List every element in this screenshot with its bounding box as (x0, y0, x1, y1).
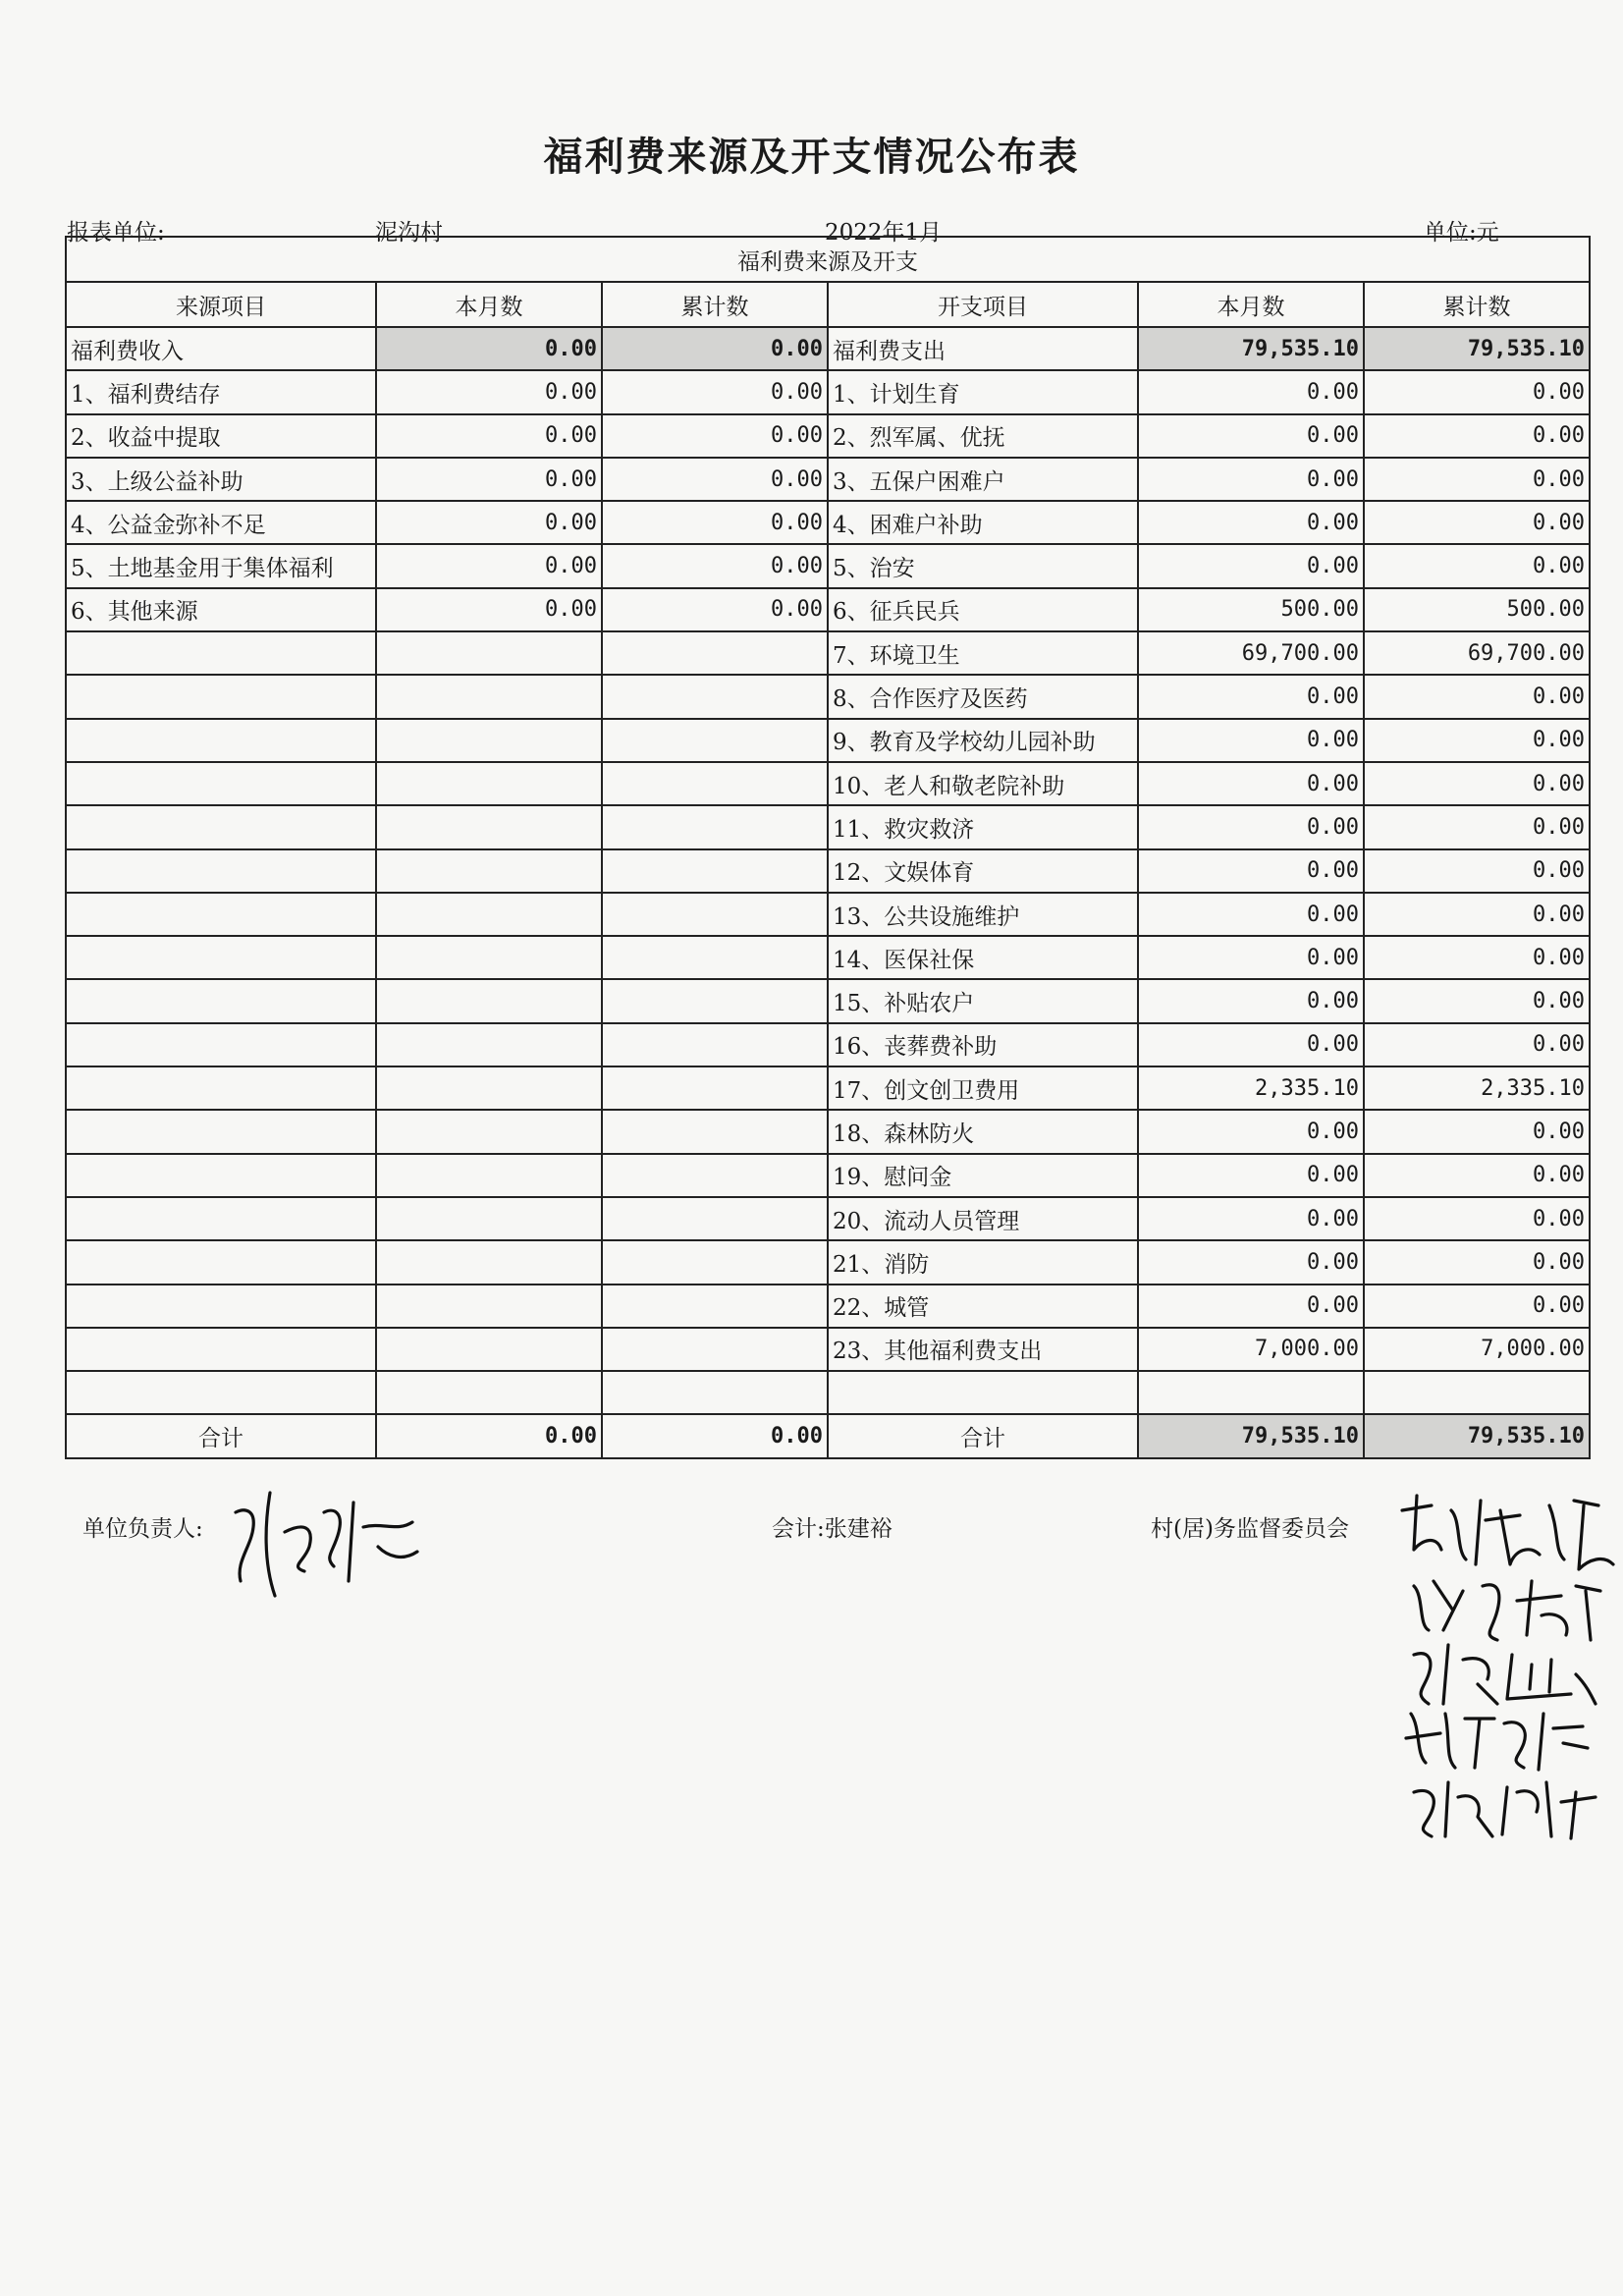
expense-month-cell: 7,000.00 (1138, 1328, 1364, 1371)
expense-cumulative-cell: 0.00 (1364, 849, 1590, 893)
expense-month-cell: 0.00 (1138, 370, 1364, 413)
source-month-cell: 0.00 (376, 544, 602, 587)
expense-item-cell: 8、合作医疗及医药 (828, 675, 1138, 718)
source-item-cell (66, 1285, 376, 1328)
expense-item-cell (828, 1371, 1138, 1414)
source-cumulative-cell (602, 936, 828, 979)
expense-cumulative-cell: 0.00 (1364, 414, 1590, 458)
expense-item-cell: 15、补贴农户 (828, 979, 1138, 1022)
table-row (66, 1023, 1590, 1066)
source-cumulative-cell: 0.00 (602, 501, 828, 544)
expense-month-cell: 0.00 (1138, 979, 1364, 1022)
welfare-report-table (65, 236, 1591, 1459)
table-row (66, 1066, 1590, 1110)
source-cumulative-cell: 0.00 (602, 544, 828, 587)
expense-cumulative-cell: 0.00 (1364, 805, 1590, 848)
source-item-cell: 1、福利费结存 (66, 370, 376, 413)
report-unit-label: 报表单位: (67, 220, 165, 246)
source-item-cell (66, 631, 376, 675)
expense-total-cumulative: 79,535.10 (1364, 1414, 1590, 1457)
source-item-cell (66, 1154, 376, 1197)
expense-item-cell: 19、慰问金 (828, 1154, 1138, 1197)
expense-month-cell: 79,535.10 (1138, 327, 1364, 370)
expense-cumulative-cell: 79,535.10 (1364, 327, 1590, 370)
expense-cumulative-cell: 0.00 (1364, 762, 1590, 805)
currency-unit: 单位:元 (1424, 220, 1499, 246)
table-header-row (66, 282, 1590, 327)
table-row (66, 1154, 1590, 1197)
table-row (66, 1371, 1590, 1414)
expense-cumulative-cell: 7,000.00 (1364, 1328, 1590, 1371)
source-item-cell: 3、上级公益补助 (66, 458, 376, 501)
expense-cumulative-cell: 0.00 (1364, 458, 1590, 501)
expense-item-cell: 14、医保社保 (828, 936, 1138, 979)
source-item-cell (66, 893, 376, 936)
expense-month-cell: 2,335.10 (1138, 1066, 1364, 1110)
expense-cumulative-cell: 0.00 (1364, 1110, 1590, 1153)
expense-month-cell: 0.00 (1138, 893, 1364, 936)
source-item-cell: 4、公益金弥补不足 (66, 501, 376, 544)
source-cumulative-cell (602, 1023, 828, 1066)
expense-item-cell: 13、公共设施维护 (828, 893, 1138, 936)
expense-cumulative-cell: 500.00 (1364, 588, 1590, 631)
expense-item-cell: 22、城管 (828, 1285, 1138, 1328)
expense-item-cell: 17、创文创卫费用 (828, 1066, 1138, 1110)
expense-cumulative-cell: 0.00 (1364, 719, 1590, 762)
report-unit-value: 泥沟村 (375, 220, 443, 246)
source-month-cell: 0.00 (376, 414, 602, 458)
table-row (66, 936, 1590, 979)
source-month-cell (376, 979, 602, 1022)
source-month-cell (376, 1023, 602, 1066)
source-month-cell: 0.00 (376, 588, 602, 631)
source-total-label: 合计 (66, 1414, 376, 1457)
expense-item-cell: 7、环境卫生 (828, 631, 1138, 675)
expense-month-cell: 0.00 (1138, 1240, 1364, 1284)
expense-cumulative-cell: 69,700.00 (1364, 631, 1590, 675)
expense-cumulative-cell: 0.00 (1364, 1285, 1590, 1328)
supervisor-signature-3 (1404, 1635, 1600, 1714)
header-expense-month: 本月数 (1138, 282, 1364, 327)
table-row (66, 1328, 1590, 1371)
expense-item-cell: 4、困难户补助 (828, 501, 1138, 544)
expense-month-cell: 0.00 (1138, 1023, 1364, 1066)
table-row (66, 544, 1590, 587)
table-row (66, 370, 1590, 413)
expense-month-cell: 500.00 (1138, 588, 1364, 631)
expense-cumulative-cell: 0.00 (1364, 675, 1590, 718)
expense-item-cell: 18、森林防火 (828, 1110, 1138, 1153)
expense-item-cell: 20、流动人员管理 (828, 1197, 1138, 1240)
source-total-month: 0.00 (376, 1414, 602, 1457)
expense-month-cell: 0.00 (1138, 805, 1364, 848)
supervisor-signature-1 (1392, 1491, 1618, 1579)
source-cumulative-cell (602, 1154, 828, 1197)
source-month-cell (376, 1154, 602, 1197)
expense-month-cell: 0.00 (1138, 849, 1364, 893)
header-source-cumulative: 累计数 (602, 282, 828, 327)
expense-cumulative-cell: 0.00 (1364, 893, 1590, 936)
expense-month-cell: 69,700.00 (1138, 631, 1364, 675)
source-cumulative-cell: 0.00 (602, 370, 828, 413)
source-month-cell (376, 849, 602, 893)
source-item-cell: 福利费收入 (66, 327, 376, 370)
table-row (66, 979, 1590, 1022)
source-item-cell (66, 805, 376, 848)
source-cumulative-cell: 0.00 (602, 414, 828, 458)
source-cumulative-cell (602, 893, 828, 936)
expense-cumulative-cell: 0.00 (1364, 544, 1590, 587)
expense-cumulative-cell: 0.00 (1364, 501, 1590, 544)
expense-item-cell: 2、烈军属、优抚 (828, 414, 1138, 458)
source-cumulative-cell (602, 805, 828, 848)
source-cumulative-cell (602, 1197, 828, 1240)
expense-cumulative-cell: 0.00 (1364, 1240, 1590, 1284)
source-item-cell: 2、收益中提取 (66, 414, 376, 458)
expense-cumulative-cell: 0.00 (1364, 1197, 1590, 1240)
expense-month-cell: 0.00 (1138, 675, 1364, 718)
table-body (66, 327, 1590, 1414)
expense-total-month: 79,535.10 (1138, 1414, 1364, 1457)
table-row (66, 414, 1590, 458)
expense-cumulative-cell: 0.00 (1364, 979, 1590, 1022)
expense-month-cell: 0.00 (1138, 936, 1364, 979)
table-row (66, 588, 1590, 631)
source-cumulative-cell (602, 1285, 828, 1328)
source-cumulative-cell (602, 1240, 828, 1284)
expense-total-label: 合计 (828, 1414, 1138, 1457)
source-item-cell (66, 762, 376, 805)
source-month-cell (376, 762, 602, 805)
expense-month-cell: 0.00 (1138, 501, 1364, 544)
table-row (66, 893, 1590, 936)
source-item-cell (66, 1066, 376, 1110)
source-item-cell (66, 675, 376, 718)
source-cumulative-cell (602, 631, 828, 675)
expense-cumulative-cell: 0.00 (1364, 1023, 1590, 1066)
source-month-cell (376, 719, 602, 762)
expense-cumulative-cell (1364, 1371, 1590, 1414)
table-row (66, 458, 1590, 501)
expense-month-cell: 0.00 (1138, 762, 1364, 805)
expense-item-cell: 3、五保户困难户 (828, 458, 1138, 501)
table-row (66, 762, 1590, 805)
source-month-cell (376, 675, 602, 718)
source-month-cell (376, 1066, 602, 1110)
supervisory-committee-label: 村(居)务监督委员会 (1151, 1516, 1349, 1542)
source-month-cell (376, 1285, 602, 1328)
source-item-cell (66, 936, 376, 979)
source-item-cell (66, 719, 376, 762)
source-item-cell: 6、其他来源 (66, 588, 376, 631)
source-item-cell (66, 1110, 376, 1153)
expense-item-cell: 6、征兵民兵 (828, 588, 1138, 631)
source-item-cell (66, 1197, 376, 1240)
expense-item-cell: 11、救灾救济 (828, 805, 1138, 848)
source-month-cell: 0.00 (376, 370, 602, 413)
expense-item-cell: 福利费支出 (828, 327, 1138, 370)
source-cumulative-cell (602, 1066, 828, 1110)
source-cumulative-cell (602, 849, 828, 893)
source-item-cell (66, 1023, 376, 1066)
unit-leader-label: 单位负责人: (82, 1516, 203, 1542)
table-row (66, 719, 1590, 762)
source-month-cell (376, 936, 602, 979)
source-cumulative-cell: 0.00 (602, 588, 828, 631)
table-row (66, 327, 1590, 370)
source-month-cell (376, 631, 602, 675)
table-group-header: 福利费来源及开支 (66, 237, 1590, 282)
source-cumulative-cell (602, 719, 828, 762)
table-row (66, 675, 1590, 718)
source-month-cell (376, 805, 602, 848)
expense-month-cell: 0.00 (1138, 1285, 1364, 1328)
source-item-cell: 5、土地基金用于集体福利 (66, 544, 376, 587)
expense-item-cell: 5、治安 (828, 544, 1138, 587)
header-expense-item: 开支项目 (828, 282, 1138, 327)
totals-row (66, 1414, 1590, 1457)
table-row (66, 805, 1590, 848)
expense-month-cell: 0.00 (1138, 414, 1364, 458)
source-item-cell (66, 1240, 376, 1284)
supervisor-signature-4 (1396, 1699, 1593, 1777)
expense-item-cell: 10、老人和敬老院补助 (828, 762, 1138, 805)
source-month-cell: 0.00 (376, 327, 602, 370)
table-row (66, 1110, 1590, 1153)
source-month-cell (376, 1328, 602, 1371)
source-cumulative-cell (602, 1110, 828, 1153)
expense-cumulative-cell: 2,335.10 (1364, 1066, 1590, 1110)
source-month-cell (376, 1240, 602, 1284)
table-row (66, 1197, 1590, 1240)
source-item-cell (66, 979, 376, 1022)
unit-leader-signature (216, 1473, 432, 1611)
source-month-cell (376, 893, 602, 936)
expense-item-cell: 16、丧葬费补助 (828, 1023, 1138, 1066)
expense-cumulative-cell: 0.00 (1364, 936, 1590, 979)
expense-item-cell: 23、其他福利费支出 (828, 1328, 1138, 1371)
source-cumulative-cell (602, 979, 828, 1022)
source-month-cell (376, 1197, 602, 1240)
source-total-cumulative: 0.00 (602, 1414, 828, 1457)
source-item-cell (66, 1371, 376, 1414)
expense-month-cell (1138, 1371, 1364, 1414)
expense-item-cell: 12、文娱体育 (828, 849, 1138, 893)
page-title: 福利费来源及开支情况公布表 (543, 134, 1080, 180)
source-month-cell: 0.00 (376, 501, 602, 544)
expense-item-cell: 21、消防 (828, 1240, 1138, 1284)
header-expense-cumulative: 累计数 (1364, 282, 1590, 327)
table-row (66, 849, 1590, 893)
table-row (66, 501, 1590, 544)
source-item-cell (66, 1328, 376, 1371)
source-cumulative-cell: 0.00 (602, 458, 828, 501)
source-item-cell (66, 849, 376, 893)
table-row (66, 1240, 1590, 1284)
source-cumulative-cell (602, 675, 828, 718)
expense-cumulative-cell: 0.00 (1364, 1154, 1590, 1197)
source-month-cell: 0.00 (376, 458, 602, 501)
source-cumulative-cell (602, 1328, 828, 1371)
table-row (66, 1285, 1590, 1328)
source-month-cell (376, 1371, 602, 1414)
expense-item-cell: 1、计划生育 (828, 370, 1138, 413)
header-source-item: 来源项目 (66, 282, 376, 327)
accountant-label: 会计:张建裕 (772, 1516, 893, 1542)
expense-month-cell: 0.00 (1138, 1197, 1364, 1240)
expense-month-cell: 0.00 (1138, 544, 1364, 587)
header-source-month: 本月数 (376, 282, 602, 327)
report-period: 2022年1月 (825, 220, 943, 246)
expense-month-cell: 0.00 (1138, 458, 1364, 501)
expense-month-cell: 0.00 (1138, 1154, 1364, 1197)
expense-item-cell: 9、教育及学校幼儿园补助 (828, 719, 1138, 762)
source-cumulative-cell (602, 1371, 828, 1414)
supervisor-signature-5 (1404, 1768, 1600, 1846)
source-cumulative-cell: 0.00 (602, 327, 828, 370)
expense-cumulative-cell: 0.00 (1364, 370, 1590, 413)
table-row (66, 631, 1590, 675)
supervisor-signature-2 (1404, 1571, 1610, 1650)
source-cumulative-cell (602, 762, 828, 805)
source-month-cell (376, 1110, 602, 1153)
expense-month-cell: 0.00 (1138, 719, 1364, 762)
expense-month-cell: 0.00 (1138, 1110, 1364, 1153)
